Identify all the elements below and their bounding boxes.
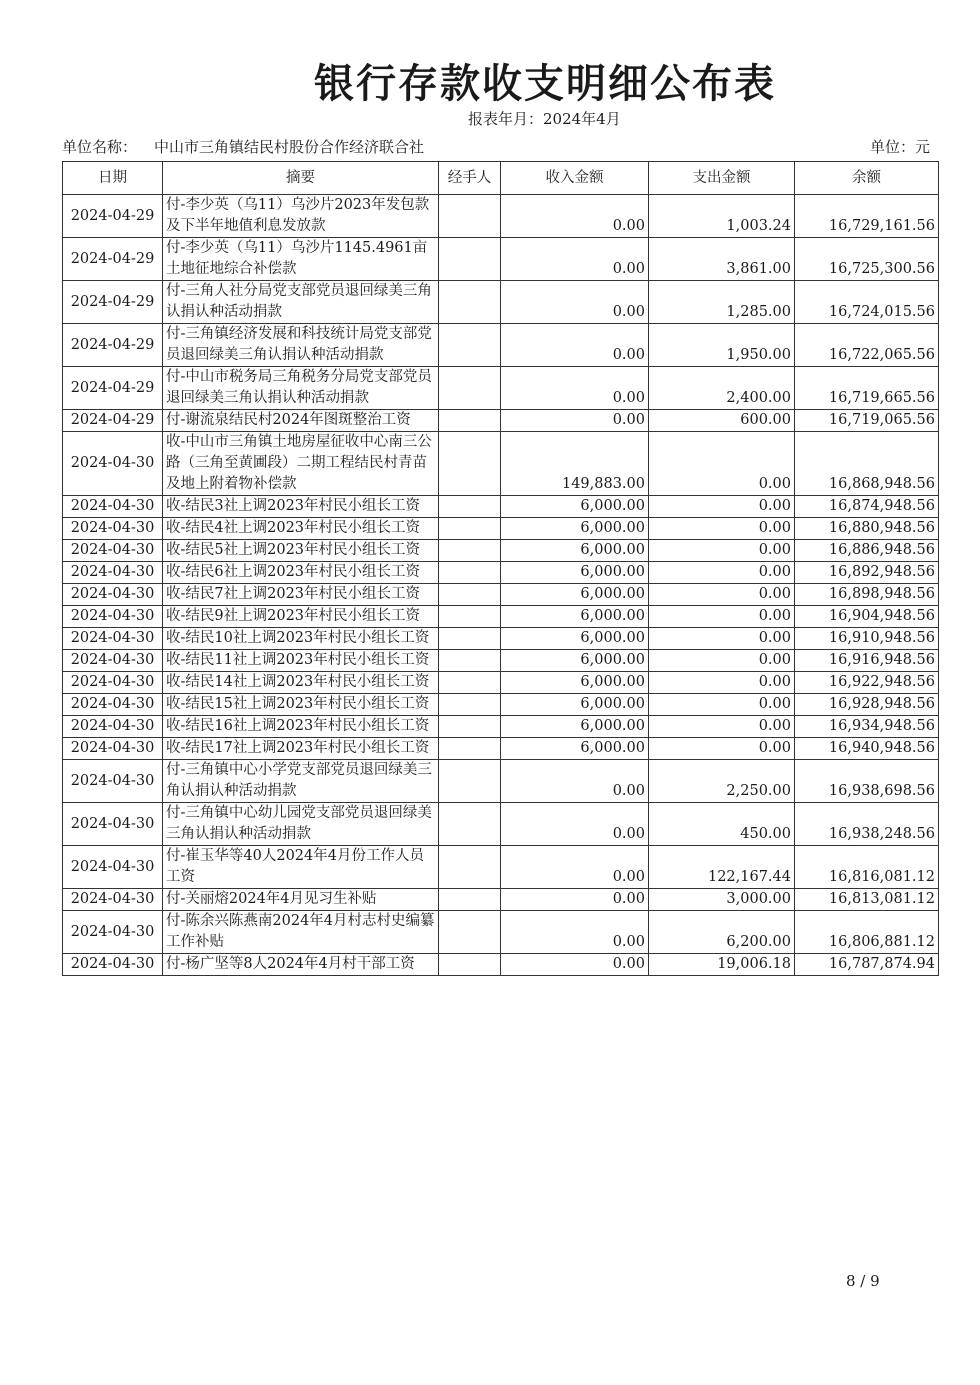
cell-income: 0.00: [501, 367, 649, 410]
cell-expense: 0.00: [649, 694, 795, 716]
cell-expense: 0.00: [649, 738, 795, 760]
cell-date: 2024-04-30: [63, 846, 163, 889]
table-row: [63, 803, 939, 846]
cell-income: 6,000.00: [501, 496, 649, 518]
cell-description: 收-结民17社上调2023年村民小组长工资: [163, 738, 439, 760]
cell-description: 付-关丽熔2024年4月见习生补贴: [163, 889, 439, 911]
cell-description: 付-李少英（乌11）乌沙片1145.4961亩土地征地综合补偿款: [163, 238, 439, 281]
table-row: [63, 238, 939, 281]
cell-handler: [439, 281, 501, 324]
table-header-row: [63, 162, 939, 195]
header-date: 日期: [63, 162, 163, 195]
cell-description: 收-结民5社上调2023年村民小组长工资: [163, 540, 439, 562]
table-row: [63, 628, 939, 650]
cell-expense: 0.00: [649, 584, 795, 606]
cell-balance: 16,898,948.56: [795, 584, 939, 606]
table-row: [63, 954, 939, 976]
cell-description: 收-结民6社上调2023年村民小组长工资: [163, 562, 439, 584]
cell-handler: [439, 760, 501, 803]
ledger-table: [62, 161, 939, 976]
cell-expense: 6,200.00: [649, 911, 795, 954]
cell-expense: 1,003.24: [649, 195, 795, 238]
cell-handler: [439, 432, 501, 496]
cell-date: 2024-04-30: [63, 954, 163, 976]
cell-description: 收-结民16社上调2023年村民小组长工资: [163, 716, 439, 738]
cell-handler: [439, 496, 501, 518]
cell-description: 收-结民4社上调2023年村民小组长工资: [163, 518, 439, 540]
cell-income: 0.00: [501, 410, 649, 432]
cell-income: 0.00: [501, 324, 649, 367]
cell-date: 2024-04-29: [63, 367, 163, 410]
cell-description: 收-结民15社上调2023年村民小组长工资: [163, 694, 439, 716]
cell-balance: 16,938,698.56: [795, 760, 939, 803]
cell-expense: 1,285.00: [649, 281, 795, 324]
cell-date: 2024-04-29: [63, 195, 163, 238]
cell-income: 0.00: [501, 803, 649, 846]
cell-balance: 16,806,881.12: [795, 911, 939, 954]
cell-date: 2024-04-30: [63, 562, 163, 584]
cell-income: 6,000.00: [501, 738, 649, 760]
cell-description: 收-中山市三角镇土地房屋征收中心南三公路（三角至黄圃段）二期工程结民村青苗及地上附着物补偿款: [163, 432, 439, 496]
cell-balance: 16,719,065.56: [795, 410, 939, 432]
cell-expense: 2,250.00: [649, 760, 795, 803]
cell-handler: [439, 562, 501, 584]
table-row: [63, 911, 939, 954]
table-row: [63, 518, 939, 540]
cell-expense: 122,167.44: [649, 846, 795, 889]
cell-expense: 1,950.00: [649, 324, 795, 367]
cell-date: 2024-04-30: [63, 650, 163, 672]
cell-expense: 0.00: [649, 540, 795, 562]
cell-description: 付-崔玉华等40人2024年4月份工作人员工资: [163, 846, 439, 889]
cell-date: 2024-04-29: [63, 410, 163, 432]
cell-date: 2024-04-30: [63, 432, 163, 496]
cell-handler: [439, 324, 501, 367]
cell-balance: 16,934,948.56: [795, 716, 939, 738]
cell-date: 2024-04-29: [63, 238, 163, 281]
header-handler: 经手人: [439, 162, 501, 195]
table-row: [63, 694, 939, 716]
cell-income: 6,000.00: [501, 628, 649, 650]
cell-description: 付-三角镇中心幼儿园党支部党员退回绿美三角认捐认种活动捐款: [163, 803, 439, 846]
cell-date: 2024-04-30: [63, 738, 163, 760]
cell-income: 0.00: [501, 889, 649, 911]
cell-income: 0.00: [501, 281, 649, 324]
cell-expense: 3,861.00: [649, 238, 795, 281]
cell-date: 2024-04-30: [63, 672, 163, 694]
cell-date: 2024-04-30: [63, 716, 163, 738]
cell-description: 付-三角镇中心小学党支部党员退回绿美三角认捐认种活动捐款: [163, 760, 439, 803]
cell-date: 2024-04-30: [63, 584, 163, 606]
cell-expense: 3,000.00: [649, 889, 795, 911]
cell-handler: [439, 716, 501, 738]
cell-income: 6,000.00: [501, 672, 649, 694]
cell-expense: 2,400.00: [649, 367, 795, 410]
table-row: [63, 846, 939, 889]
table-row: [63, 540, 939, 562]
cell-income: 6,000.00: [501, 606, 649, 628]
cell-date: 2024-04-30: [63, 889, 163, 911]
cell-date: 2024-04-30: [63, 803, 163, 846]
cell-handler: [439, 606, 501, 628]
cell-expense: 0.00: [649, 606, 795, 628]
cell-income: 0.00: [501, 911, 649, 954]
cell-handler: [439, 672, 501, 694]
header-income: 收入金额: [501, 162, 649, 195]
cell-balance: 16,719,665.56: [795, 367, 939, 410]
table-row: [63, 562, 939, 584]
cell-balance: 16,886,948.56: [795, 540, 939, 562]
table-row: [63, 324, 939, 367]
cell-description: 收-结民11社上调2023年村民小组长工资: [163, 650, 439, 672]
cell-handler: [439, 889, 501, 911]
table-row: [63, 410, 939, 432]
cell-description: 付-李少英（乌11）乌沙片2023年发包款及下半年地值利息发放款: [163, 195, 439, 238]
cell-balance: 16,910,948.56: [795, 628, 939, 650]
table-row: [63, 496, 939, 518]
cell-income: 0.00: [501, 760, 649, 803]
cell-description: 付-三角镇经济发展和科技统计局党支部党员退回绿美三角认捐认种活动捐款: [163, 324, 439, 367]
cell-balance: 16,868,948.56: [795, 432, 939, 496]
cell-income: 0.00: [501, 238, 649, 281]
cell-expense: 0.00: [649, 650, 795, 672]
cell-balance: 16,729,161.56: [795, 195, 939, 238]
page-title: 银行存款收支明细公布表: [314, 61, 776, 107]
table-row: [63, 716, 939, 738]
cell-balance: 16,813,081.12: [795, 889, 939, 911]
cell-income: 0.00: [501, 954, 649, 976]
header-expense: 支出金额: [649, 162, 795, 195]
table-row: [63, 738, 939, 760]
cell-handler: [439, 540, 501, 562]
page-number: 8 / 9: [846, 1272, 880, 1290]
cell-income: 6,000.00: [501, 716, 649, 738]
cell-date: 2024-04-30: [63, 496, 163, 518]
cell-date: 2024-04-30: [63, 540, 163, 562]
cell-expense: 19,006.18: [649, 954, 795, 976]
cell-date: 2024-04-30: [63, 628, 163, 650]
cell-expense: 0.00: [649, 716, 795, 738]
cell-balance: 16,722,065.56: [795, 324, 939, 367]
cell-handler: [439, 954, 501, 976]
cell-expense: 0.00: [649, 562, 795, 584]
cell-income: 6,000.00: [501, 562, 649, 584]
header-description: 摘要: [163, 162, 439, 195]
currency-unit: 单位：元: [869, 138, 930, 156]
cell-expense: 600.00: [649, 410, 795, 432]
cell-handler: [439, 410, 501, 432]
cell-handler: [439, 911, 501, 954]
cell-income: 0.00: [501, 195, 649, 238]
cell-balance: 16,880,948.56: [795, 518, 939, 540]
table-row: [63, 606, 939, 628]
cell-expense: 0.00: [649, 628, 795, 650]
cell-expense: 0.00: [649, 672, 795, 694]
cell-date: 2024-04-30: [63, 606, 163, 628]
cell-income: 0.00: [501, 846, 649, 889]
header-balance: 余额: [795, 162, 939, 195]
cell-expense: 0.00: [649, 432, 795, 496]
cell-date: 2024-04-30: [63, 694, 163, 716]
cell-income: 6,000.00: [501, 694, 649, 716]
cell-expense: 0.00: [649, 518, 795, 540]
cell-handler: [439, 738, 501, 760]
cell-date: 2024-04-29: [63, 281, 163, 324]
cell-balance: 16,916,948.56: [795, 650, 939, 672]
table-row: [63, 650, 939, 672]
cell-income: 149,883.00: [501, 432, 649, 496]
cell-handler: [439, 694, 501, 716]
cell-balance: 16,892,948.56: [795, 562, 939, 584]
cell-balance: 16,922,948.56: [795, 672, 939, 694]
cell-description: 收-结民3社上调2023年村民小组长工资: [163, 496, 439, 518]
cell-balance: 16,725,300.56: [795, 238, 939, 281]
cell-date: 2024-04-29: [63, 324, 163, 367]
cell-description: 付-谢流泉结民村2024年图斑整治工资: [163, 410, 439, 432]
report-period: 报表年月：2024年4月: [468, 110, 621, 128]
cell-date: 2024-04-30: [63, 518, 163, 540]
cell-balance: 16,816,081.12: [795, 846, 939, 889]
table-row: [63, 889, 939, 911]
cell-handler: [439, 584, 501, 606]
cell-handler: [439, 367, 501, 410]
cell-income: 6,000.00: [501, 540, 649, 562]
table-row: [63, 584, 939, 606]
cell-expense: 0.00: [649, 496, 795, 518]
table-row: [63, 760, 939, 803]
ledger-body: [63, 195, 939, 976]
cell-handler: [439, 518, 501, 540]
cell-description: 付-三角人社分局党支部党员退回绿美三角认捐认种活动捐款: [163, 281, 439, 324]
cell-balance: 16,724,015.56: [795, 281, 939, 324]
cell-income: 6,000.00: [501, 584, 649, 606]
cell-balance: 16,874,948.56: [795, 496, 939, 518]
cell-expense: 450.00: [649, 803, 795, 846]
org-label: 单位名称：: [62, 138, 138, 156]
cell-handler: [439, 238, 501, 281]
cell-description: 收-结民7社上调2023年村民小组长工资: [163, 584, 439, 606]
cell-date: 2024-04-30: [63, 911, 163, 954]
cell-description: 收-结民10社上调2023年村民小组长工资: [163, 628, 439, 650]
cell-income: 6,000.00: [501, 518, 649, 540]
cell-description: 付-陈余兴陈燕南2024年4月村志村史编纂工作补贴: [163, 911, 439, 954]
cell-balance: 16,904,948.56: [795, 606, 939, 628]
cell-balance: 16,787,874.94: [795, 954, 939, 976]
table-row: [63, 281, 939, 324]
cell-description: 付-杨广坚等8人2024年4月村干部工资: [163, 954, 439, 976]
cell-date: 2024-04-30: [63, 760, 163, 803]
cell-handler: [439, 195, 501, 238]
org-name: 中山市三角镇结民村股份合作经济联合社: [154, 138, 425, 156]
cell-description: 收-结民14社上调2023年村民小组长工资: [163, 672, 439, 694]
cell-handler: [439, 803, 501, 846]
cell-handler: [439, 650, 501, 672]
table-row: [63, 367, 939, 410]
table-row: [63, 195, 939, 238]
cell-description: 付-中山市税务局三角税务分局党支部党员退回绿美三角认捐认种活动捐款: [163, 367, 439, 410]
cell-balance: 16,938,248.56: [795, 803, 939, 846]
table-row: [63, 432, 939, 496]
table-row: [63, 672, 939, 694]
cell-handler: [439, 628, 501, 650]
cell-handler: [439, 846, 501, 889]
cell-balance: 16,940,948.56: [795, 738, 939, 760]
cell-balance: 16,928,948.56: [795, 694, 939, 716]
cell-description: 收-结民9社上调2023年村民小组长工资: [163, 606, 439, 628]
cell-income: 6,000.00: [501, 650, 649, 672]
